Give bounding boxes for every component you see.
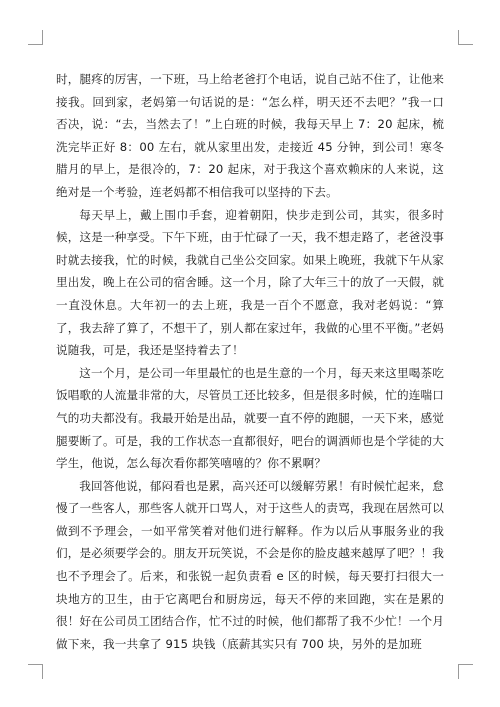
paragraph: 这一个月，是公司一年里最忙的也是生意的一个月，每天来这里喝茶吃饭唱歌的人流量非常的大，尽管员工还比较多，但是很多时候，忙的连喘口气的功夫都没有。我最开始是出品，就要一直不停的跑腿，一天下来，感觉腿要断了。可是，我的工作状态一直都很好，吧台的调酒师也是个学徒的大学生，他说，怎么每次看你都笑嘻嘻的？你不累啊？ (56, 365, 444, 471)
crop-mark-top-right (458, 30, 473, 45)
crop-mark-bottom-right (458, 664, 473, 679)
crop-mark-bottom-left (28, 664, 43, 679)
document-body (56, 68, 444, 655)
paragraph: 我回答他说，郁闷看也是累，高兴还可以缓解劳累！有时候忙起来，怠慢了一些客人，那些客人就开口骂人，对于这些人的责骂，我现在居然可以做到不予理会，一如平常笑着对他们进行解释。作为以后从事服务业的我们，是必须要学会的。朋友开玩笑说，不会是你的脸皮越来越厚了吧？！我也不予理会了。后来，和张锐一起负责看 e 区的时候，每天要打扫很大一块地方的卫生，由于它离吧台和厨房远，每天不停的来回跑，实在是累的很！好在公司员工团结合作，忙不过的时候，他们都帮了我不少忙！一个月做下来，我一共拿了 915 块钱（底薪其实只有 700 块，另外的是加班 (56, 478, 444, 651)
paragraph: 每天早上，戴上围巾手套，迎着朝阳，快步走到公司，其实，很多时候，这是一种享受。下午下班，由于忙碌了一天，我不想走路了，老爸没事时就去接我，忙的时候，我就自己坐公交回家。如果上晚班，我就下午从家里出发，晚上在公司的宿舍睡。这一个月，除了大年三十的放了一天假，就一直没休息。大年初一的去上班，我是一百个不愿意，我对老妈说：“算了，我去辞了算了，不想干了，别人都在家过年，我做的心里不平衡。”老妈说随我，可是，我还是坚持着去了！ (56, 207, 444, 358)
crop-mark-top-left (28, 30, 43, 45)
paragraph: 时，腿疼的厉害，一下班，马上给老爸打个电话，说自己站不住了，让他来接我。回到家，老妈第一句话说的是：“怎么样，明天还不去吧？”我一口否决，说：“去，当然去了！”上白班的时候，我每天早上 7：20 起床，梳洗完毕正好 8：00 左右，就从家里出发，走接近 45 分钟，到公司！寒冬腊月的早上，是很冷的，7：20 起床，对于我这个喜欢赖床的人来说，这绝对是一个考验，连老妈都不相信我可以坚持的下去。 (56, 72, 444, 199)
